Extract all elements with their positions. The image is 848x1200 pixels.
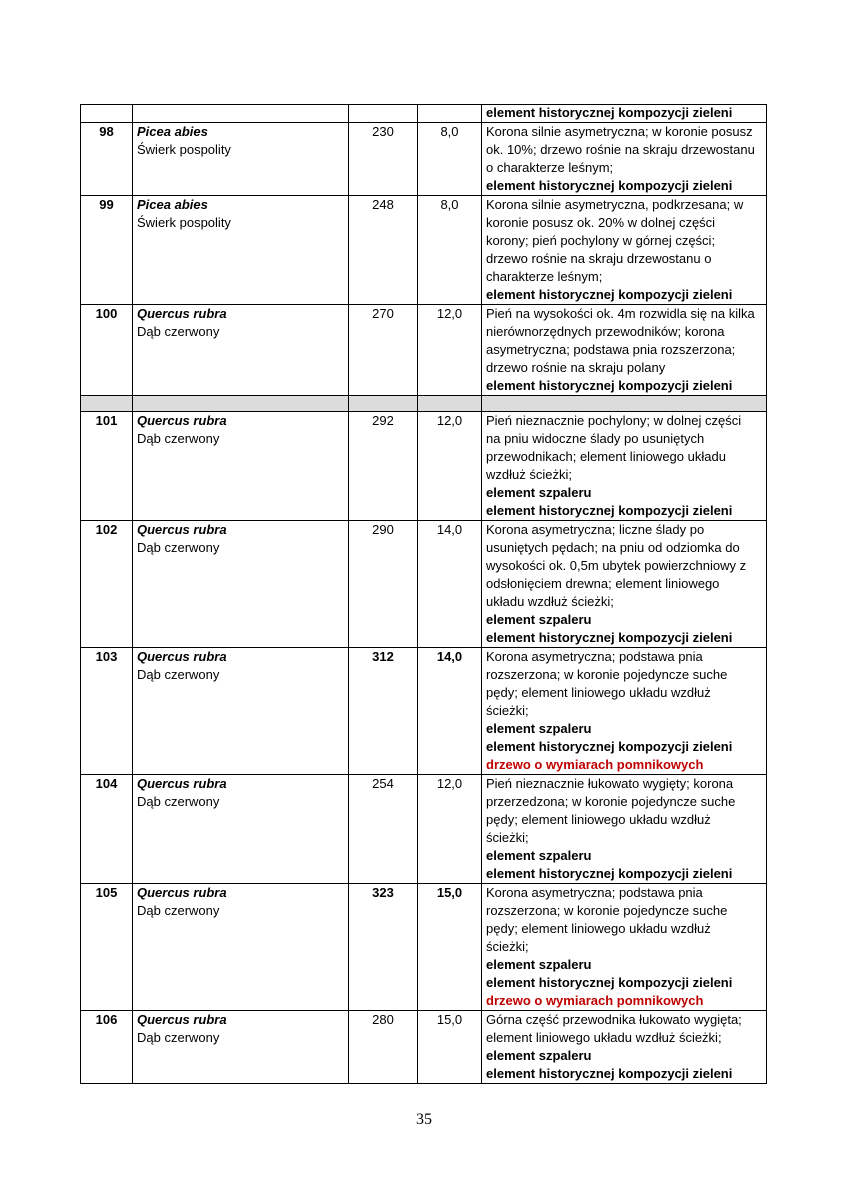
height-cell: 8,0 (418, 123, 482, 196)
description-cell (482, 648, 767, 775)
species-cell (133, 1011, 349, 1084)
empty-cell (349, 396, 418, 412)
table-row (81, 648, 767, 775)
latin-name: Quercus rubra (137, 306, 227, 321)
classification-tag: element historycznej kompozycji zieleni (486, 739, 733, 754)
description-line: Korona silnie asymetryczna, podkrzesana; w (486, 197, 744, 212)
description-line: Korona asymetryczna; liczne ślady po (486, 522, 705, 537)
tree-number-cell: 106 (81, 1011, 133, 1084)
description-line: asymetryczna; podstawa pnia rozszerzona; (486, 342, 736, 357)
latin-name: Quercus rubra (137, 776, 227, 791)
height-cell: 14,0 (418, 648, 482, 775)
empty-cell (81, 396, 133, 412)
polish-name: Dąb czerwony (137, 1030, 220, 1045)
tree-number-cell: 103 (81, 648, 133, 775)
monument-size-tag: drzewo o wymiarach pomnikowych (486, 757, 704, 772)
height-cell: 15,0 (418, 1011, 482, 1084)
circumference-cell: 292 (349, 412, 418, 521)
latin-name: Picea abies (137, 197, 208, 212)
polish-name: Dąb czerwony (137, 794, 220, 809)
continuation-row (81, 105, 767, 123)
description-line: wysokości ok. 0,5m ubytek powierzchniowy z (486, 558, 747, 573)
tree-number-cell: 100 (81, 305, 133, 396)
monument-size-tag: drzewo o wymiarach pomnikowych (486, 993, 704, 1008)
classification-tag: element historycznej kompozycji zieleni (486, 105, 733, 120)
species-cell (133, 648, 349, 775)
description-line: ścieżki; (486, 939, 529, 954)
description-line: pędy; element liniowego układu wzdłuż (486, 812, 711, 827)
description-line: Korona asymetryczna; podstawa pnia (486, 885, 703, 900)
table-row (81, 123, 767, 196)
classification-tag: element szpaleru (486, 612, 592, 627)
classification-tag: element historycznej kompozycji zieleni (486, 503, 733, 518)
description-line: odsłonięciem drewna; element liniowego (486, 576, 720, 591)
description-line: Pień nieznacznie pochylony; w dolnej części (486, 413, 742, 428)
circumference-cell: 248 (349, 196, 418, 305)
polish-name: Świerk pospolity (137, 215, 231, 230)
description-cell (482, 412, 767, 521)
species-cell (133, 196, 349, 305)
classification-tag: element historycznej kompozycji zieleni (486, 975, 733, 990)
circumference-cell: 323 (349, 884, 418, 1011)
height-cell: 14,0 (418, 521, 482, 648)
empty-cell (133, 396, 349, 412)
description-line: przewodnikach; element liniowego układu (486, 449, 726, 464)
description-line: wzdłuż ścieżki; (486, 467, 572, 482)
species-cell (133, 305, 349, 396)
polish-name: Świerk pospolity (137, 142, 231, 157)
empty-cell (349, 105, 418, 123)
description-line: Górna część przewodnika łukowato wygięta; (486, 1012, 742, 1027)
empty-cell (482, 396, 767, 412)
circumference-cell: 230 (349, 123, 418, 196)
classification-tag: element historycznej kompozycji zieleni (486, 178, 733, 193)
classification-tag: element historycznej kompozycji zieleni (486, 378, 733, 393)
tree-number-cell: 102 (81, 521, 133, 648)
species-cell (133, 412, 349, 521)
description-line: o charakterze leśnym; (486, 160, 614, 175)
description-line: drzewo rośnie na skraju polany (486, 360, 666, 375)
height-cell: 15,0 (418, 884, 482, 1011)
description-cell (482, 775, 767, 884)
description-line: usuniętych pędach; na pniu od odziomka do (486, 540, 740, 555)
circumference-cell: 312 (349, 648, 418, 775)
height-cell: 12,0 (418, 775, 482, 884)
description-cell (482, 884, 767, 1011)
circumference-cell: 270 (349, 305, 418, 396)
classification-tag: element szpaleru (486, 1048, 592, 1063)
polish-name: Dąb czerwony (137, 324, 220, 339)
tree-number-cell: 101 (81, 412, 133, 521)
description-line: ścieżki; (486, 703, 529, 718)
description-line: rozszerzona; w koronie pojedyncze suche (486, 667, 728, 682)
species-cell (133, 884, 349, 1011)
tree-number-cell: 104 (81, 775, 133, 884)
description-line: charakterze leśnym; (486, 269, 603, 284)
description-line: nierównorzędnych przewodników; korona (486, 324, 725, 339)
description-line: drzewo rośnie na skraju drzewostanu o (486, 251, 712, 266)
description-line: rozszerzona; w koronie pojedyncze suche (486, 903, 728, 918)
circumference-cell: 280 (349, 1011, 418, 1084)
classification-tag: element historycznej kompozycji zieleni (486, 630, 733, 645)
height-cell: 8,0 (418, 196, 482, 305)
latin-name: Quercus rubra (137, 522, 227, 537)
description-line: przerzedzona; w koronie pojedyncze suche (486, 794, 736, 809)
description-cell (482, 305, 767, 396)
polish-name: Dąb czerwony (137, 540, 220, 555)
classification-tag: element historycznej kompozycji zieleni (486, 866, 733, 881)
empty-cell (418, 105, 482, 123)
classification-tag: element szpaleru (486, 957, 592, 972)
height-cell: 12,0 (418, 305, 482, 396)
description-line: Korona asymetryczna; podstawa pnia (486, 649, 703, 664)
description-cell (482, 196, 767, 305)
description-cell (482, 123, 767, 196)
species-cell (133, 521, 349, 648)
empty-cell (418, 396, 482, 412)
tree-number-cell: 98 (81, 123, 133, 196)
tree-number-cell: 105 (81, 884, 133, 1011)
description-line: koronie posusz ok. 20% w dolnej części (486, 215, 716, 230)
latin-name: Quercus rubra (137, 649, 227, 664)
description-line: pędy; element liniowego układu wzdłuż (486, 685, 711, 700)
circumference-cell: 254 (349, 775, 418, 884)
latin-name: Quercus rubra (137, 885, 227, 900)
description-cell (482, 1011, 767, 1084)
empty-cell (133, 105, 349, 123)
empty-cell (81, 105, 133, 123)
classification-tag: element szpaleru (486, 848, 592, 863)
description-line: Pień nieznacznie łukowato wygięty; korona (486, 776, 734, 791)
tree-inventory-table (80, 104, 767, 1084)
description-line: pędy; element liniowego układu wzdłuż (486, 921, 711, 936)
tree-number-cell: 99 (81, 196, 133, 305)
table-row (81, 521, 767, 648)
description-line: korony; pień pochylony w górnej części; (486, 233, 716, 248)
table-row (81, 884, 767, 1011)
description-cell (482, 105, 767, 123)
circumference-cell: 290 (349, 521, 418, 648)
description-line: element liniowego układu wzdłuż ścieżki; (486, 1030, 722, 1045)
tree-inventory-body (81, 105, 767, 1084)
species-cell (133, 123, 349, 196)
page-number: 35 (416, 1111, 432, 1128)
species-cell (133, 775, 349, 884)
height-cell: 12,0 (418, 412, 482, 521)
table-row (81, 196, 767, 305)
table-row (81, 412, 767, 521)
description-line: układu wzdłuż ścieżki; (486, 594, 614, 609)
description-cell (482, 521, 767, 648)
classification-tag: element szpaleru (486, 485, 592, 500)
latin-name: Quercus rubra (137, 413, 227, 428)
polish-name: Dąb czerwony (137, 431, 220, 446)
latin-name: Picea abies (137, 124, 208, 139)
description-line: na pniu widoczne ślady po usuniętych (486, 431, 705, 446)
classification-tag: element historycznej kompozycji zieleni (486, 1066, 733, 1081)
table-row (81, 775, 767, 884)
description-line: ścieżki; (486, 830, 529, 845)
polish-name: Dąb czerwony (137, 903, 220, 918)
section-spacer-row (81, 396, 767, 412)
description-line: ok. 10%; drzewo rośnie na skraju drzewostanu (486, 142, 755, 157)
table-row (81, 305, 767, 396)
table-row (81, 1011, 767, 1084)
polish-name: Dąb czerwony (137, 667, 220, 682)
description-line: Pień na wysokości ok. 4m rozwidla się na kilka (486, 306, 755, 321)
classification-tag: element szpaleru (486, 721, 592, 736)
description-line: Korona silnie asymetryczna; w koronie posusz (486, 124, 753, 139)
classification-tag: element historycznej kompozycji zieleni (486, 287, 733, 302)
latin-name: Quercus rubra (137, 1012, 227, 1027)
